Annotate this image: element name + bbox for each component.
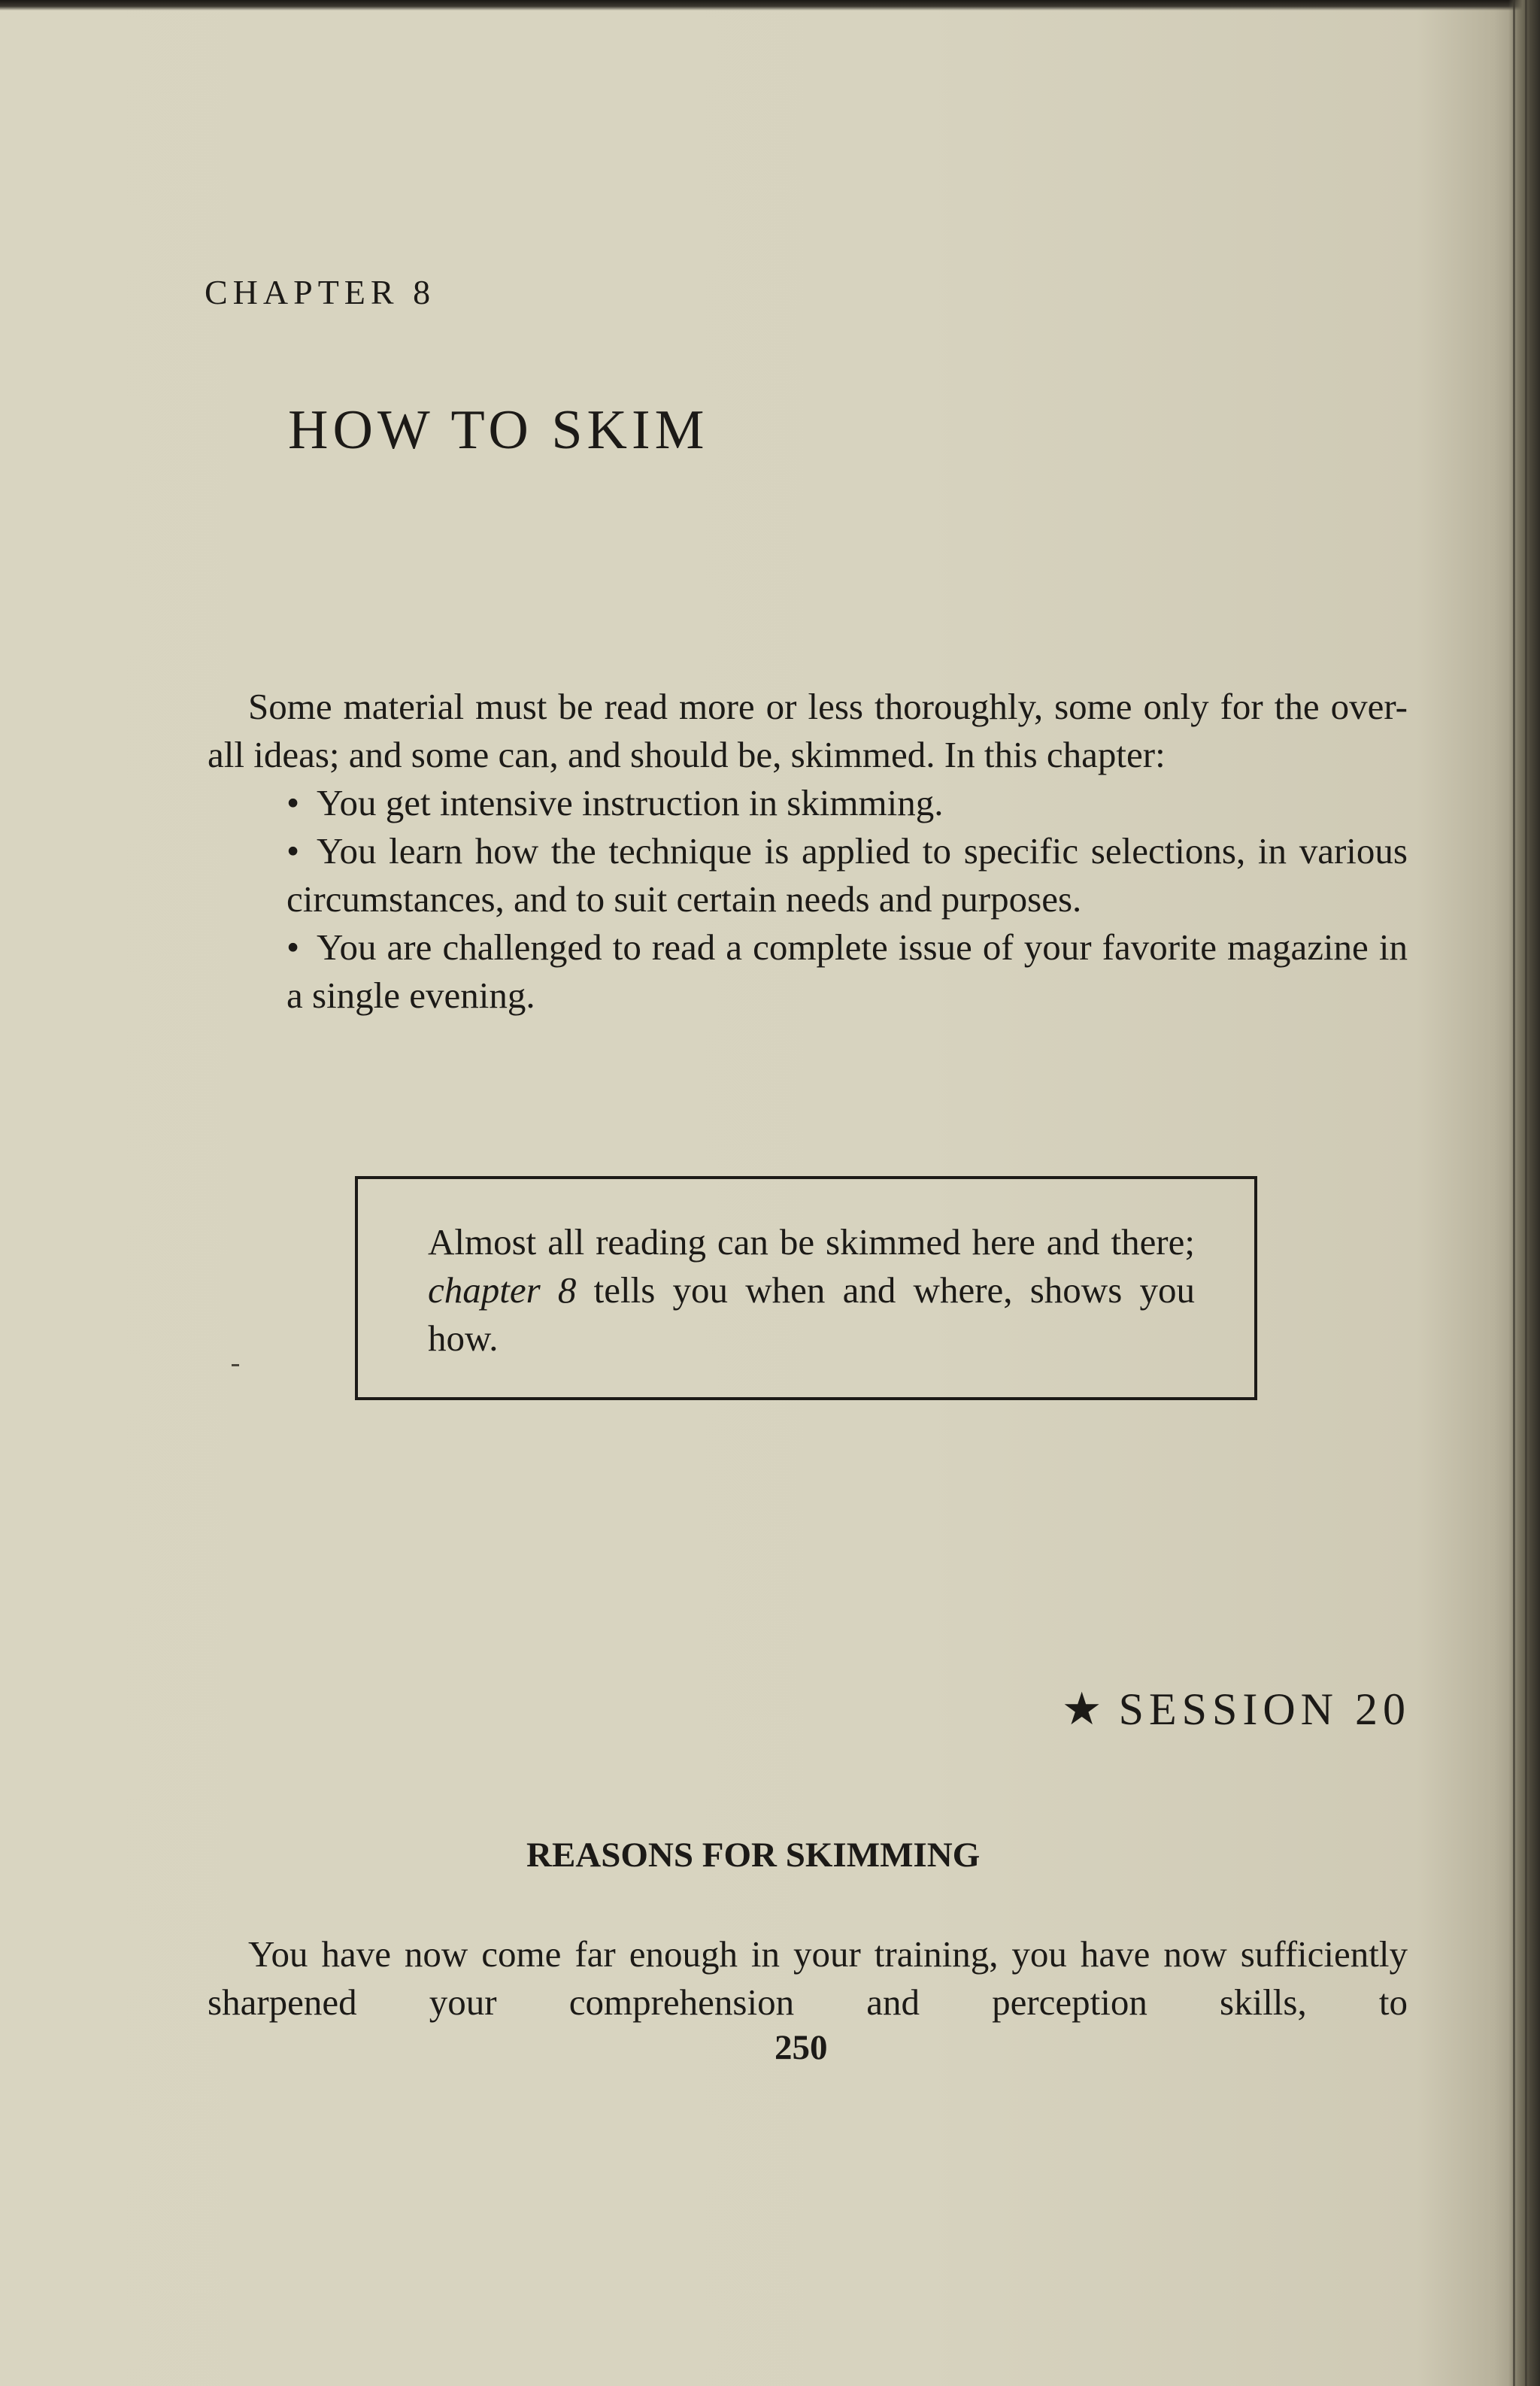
chapter-title: HOW TO SKIM xyxy=(288,399,709,461)
callout-text xyxy=(428,1218,1195,1363)
book-spine-shadow xyxy=(1508,0,1540,2386)
bullet-dot-icon: • xyxy=(286,926,300,968)
session-heading xyxy=(1062,1683,1411,1736)
body-paragraph: You have now come far enough in your training, you have now sufficiently sharpened your comprehension and perception skills, to xyxy=(208,1933,1408,2023)
page-number: 250 xyxy=(775,2028,828,2067)
bullet-dot-icon: • xyxy=(286,830,300,872)
callout-box xyxy=(355,1176,1257,1400)
intro-paragraph: Some material must be read more or less thoroughly, some only for the over-all ideas; and some can, and should be, skimmed. In this chapter: xyxy=(208,686,1408,775)
callout-text-before: Almost all reading can be skimmed here and there; xyxy=(428,1221,1195,1263)
section-heading: REASONS FOR SKIMMING xyxy=(526,1836,981,1875)
intro-bullet-text: You learn how the technique is applied to specific selections, in various circumstances, and to suit certain needs and purposes. xyxy=(286,830,1408,920)
session-label: SESSION 20 xyxy=(1118,1684,1411,1734)
intro-bullet-text: You get intensive instruction in skimming. xyxy=(317,782,944,823)
intro-bullet-text: You are challenged to read a complete issue of your favorite magazine in a single evening. xyxy=(286,926,1408,1016)
spine-line xyxy=(1513,0,1515,2386)
scan-top-edge xyxy=(0,0,1540,11)
bullet-dot-icon: • xyxy=(286,782,300,823)
spine-line xyxy=(1525,0,1527,2386)
intro-bullet xyxy=(286,923,1408,1020)
stray-mark xyxy=(232,1364,239,1366)
callout-text-after: tells you when and where, shows you how. xyxy=(428,1269,1195,1359)
intro-bullet xyxy=(286,827,1408,923)
callout-emphasis: chapter 8 xyxy=(428,1269,577,1311)
intro-bullet-list xyxy=(208,779,1408,1020)
star-icon: ★ xyxy=(1061,1684,1102,1734)
chapter-intro xyxy=(208,683,1408,1020)
chapter-label: CHAPTER 8 xyxy=(205,273,436,311)
intro-bullet xyxy=(286,779,1408,827)
